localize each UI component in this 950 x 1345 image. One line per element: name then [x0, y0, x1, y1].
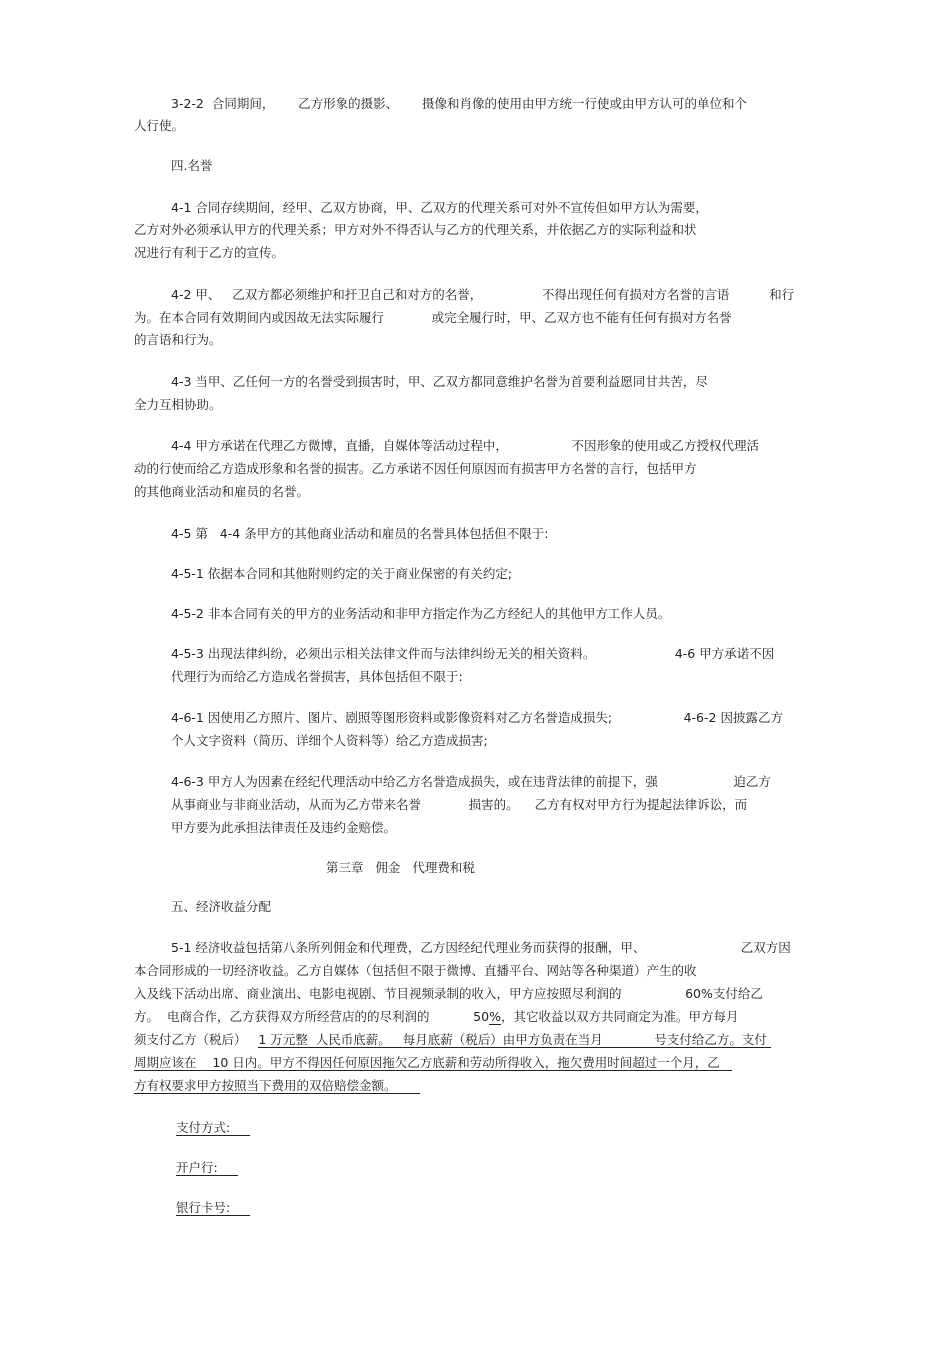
- payment-method-label: 支付方式:: [176, 1120, 251, 1135]
- line-s461-1: 4-6-1 因使用乙方照片、图片、剧照等图形资料或影像资料对乙方名誉造成损失; 4-6-2 因披露乙方: [171, 710, 783, 725]
- bank-name: [176, 1160, 238, 1176]
- line-s44-1: 4-4 甲方承诺在代理乙方微博，直播，自媒体等活动过程中， 不因形象的使用或乙方授权代理活: [171, 438, 759, 453]
- line-s51-7: [134, 1078, 420, 1094]
- line-s43-1: 4-3 当甲、乙任何一方的名誉受到损害时，甲、乙双方都同意维护名誉为首要利益愿同甘共苦，尽: [171, 374, 708, 389]
- line-s45: 4-5 第 4-4 条甲方的其他商业活动和雇员的名誉具体包括但不限于:: [171, 526, 549, 541]
- s51-4-percent: %: [489, 1009, 501, 1024]
- s51-4-text-a: 方。 电商合作，乙方获得双方所经营店的的尽利润的 50: [134, 1009, 490, 1024]
- s51-5-text-a: 须支付乙方（税后）: [134, 1032, 259, 1047]
- line-s41-2: 乙方对外必须承认甲方的代理关系；甲方对外不得否认与乙方的代理关系，并依据乙方的实际利益和状: [134, 222, 697, 237]
- bank-name-label: 开户行:: [176, 1160, 238, 1175]
- line-s322-1: 3-2-2 合同期间， 乙方形象的摄影、 摄像和肖像的使用由甲方统一行使或由甲方认可的单位和个: [171, 96, 748, 111]
- heading-economic-income: 五、经济收益分配: [171, 899, 272, 914]
- line-s322-2: 人行使。: [134, 118, 185, 133]
- line-s453-1: 4-5-3 出现法律纠纷，必须出示相关法律文件而与法律纠纷无关的相关资料。 4-6 甲方承诺不因: [171, 646, 775, 661]
- line-s51-1: 5-1 经济收益包括第八条所列佣金和代理费，乙方因经纪代理业务而获得的报酬，甲、 乙双方因: [171, 940, 791, 955]
- s51-6-text: 周期应该在 10 日内。甲方不得因任何原因拖欠乙方底薪和劳动所得收入，拖欠费用时间超过一个月，乙: [134, 1055, 732, 1070]
- line-s41-3: 况进行有利于乙方的宣传。: [134, 245, 285, 260]
- line-s42-2: 为。在本合同有效期间内或因故无法实际履行 或完全履行时，甲、乙双方也不能有任何有损对方名誉: [134, 310, 732, 325]
- line-s51-2: 本合同形成的一切经济收益。乙方自媒体（包括但不限于微博、直播平台、网站等各种渠道）产生的收: [134, 963, 697, 978]
- payment-method: [176, 1120, 250, 1136]
- line-s42-1: 4-2 甲、 乙双方都必须维护和扞卫自己和对方的名誉， 不得出现任何有损对方名誉的言语 和行: [171, 287, 795, 302]
- s51-7-text: 方有权要求甲方按照当下费用的双倍赔偿金额。: [134, 1078, 421, 1093]
- line-s453-2: 代理行为而给乙方造成名誉损害，具体包括但不限于:: [171, 669, 463, 684]
- bank-card: [176, 1200, 250, 1216]
- line-s44-3: 的其他商业活动和雇员的名誉。: [134, 484, 310, 499]
- chapter-title: 第三章 佣金 代理费和税: [326, 860, 475, 875]
- s51-5-text-b: 1 万元整 人民币底薪。 每月底薪（税后）由甲方负责在当月 号支付给乙方。支付: [258, 1032, 771, 1047]
- line-s51-3: 入及线下活动出席、商业演出、电影电视剧、节目视频录制的收入，甲方应按照尽利润的 60%支付给乙: [134, 986, 763, 1001]
- line-s51-5: [134, 1032, 771, 1048]
- line-s461-2: 个人文字资料（简历、详细个人资料等）给乙方造成损害;: [171, 733, 488, 748]
- heading-reputation: 四.名誉: [171, 158, 213, 173]
- line-s463-1: 4-6-3 甲方人为因素在经纪代理活动中给乙方名誉造成损失，或在违背法律的前提下，强 迫乙方: [171, 774, 771, 789]
- line-s463-2: 从事商业与非商业活动，从而为乙方带来名誉 损害的。 乙方有权对甲方行为提起法律诉讼，而: [171, 797, 748, 812]
- line-s51-4: [134, 1009, 738, 1025]
- s51-4-text-c: ，其它收益以双方共同商定为准。甲方每月: [500, 1009, 739, 1024]
- line-s42-3: 的言语和行为。: [134, 332, 222, 347]
- line-s463-3: 甲方要为此承担法律责任及违约金赔偿。: [171, 820, 397, 835]
- bank-card-label: 银行卡号:: [176, 1200, 251, 1215]
- line-s452: 4-5-2 非本合同有关的甲方的业务活动和非甲方指定作为乙方经纪人的其他甲方工作人员。: [171, 606, 671, 621]
- line-s44-2: 动的行使而给乙方造成形象和名誉的损害。乙方承诺不因任何原因而有损害甲方名誉的言行，包括甲方: [134, 461, 697, 476]
- line-s41-1: 4-1 合同存续期间，经甲、乙双方协商，甲、乙双方的代理关系可对外不宣传但如甲方认为需要，: [171, 200, 708, 215]
- line-s43-2: 全力互相协助。: [134, 397, 222, 412]
- line-s451: 4-5-1 依据本合同和其他附则约定的关于商业保密的有关约定;: [171, 566, 513, 581]
- line-s51-6: [134, 1055, 732, 1071]
